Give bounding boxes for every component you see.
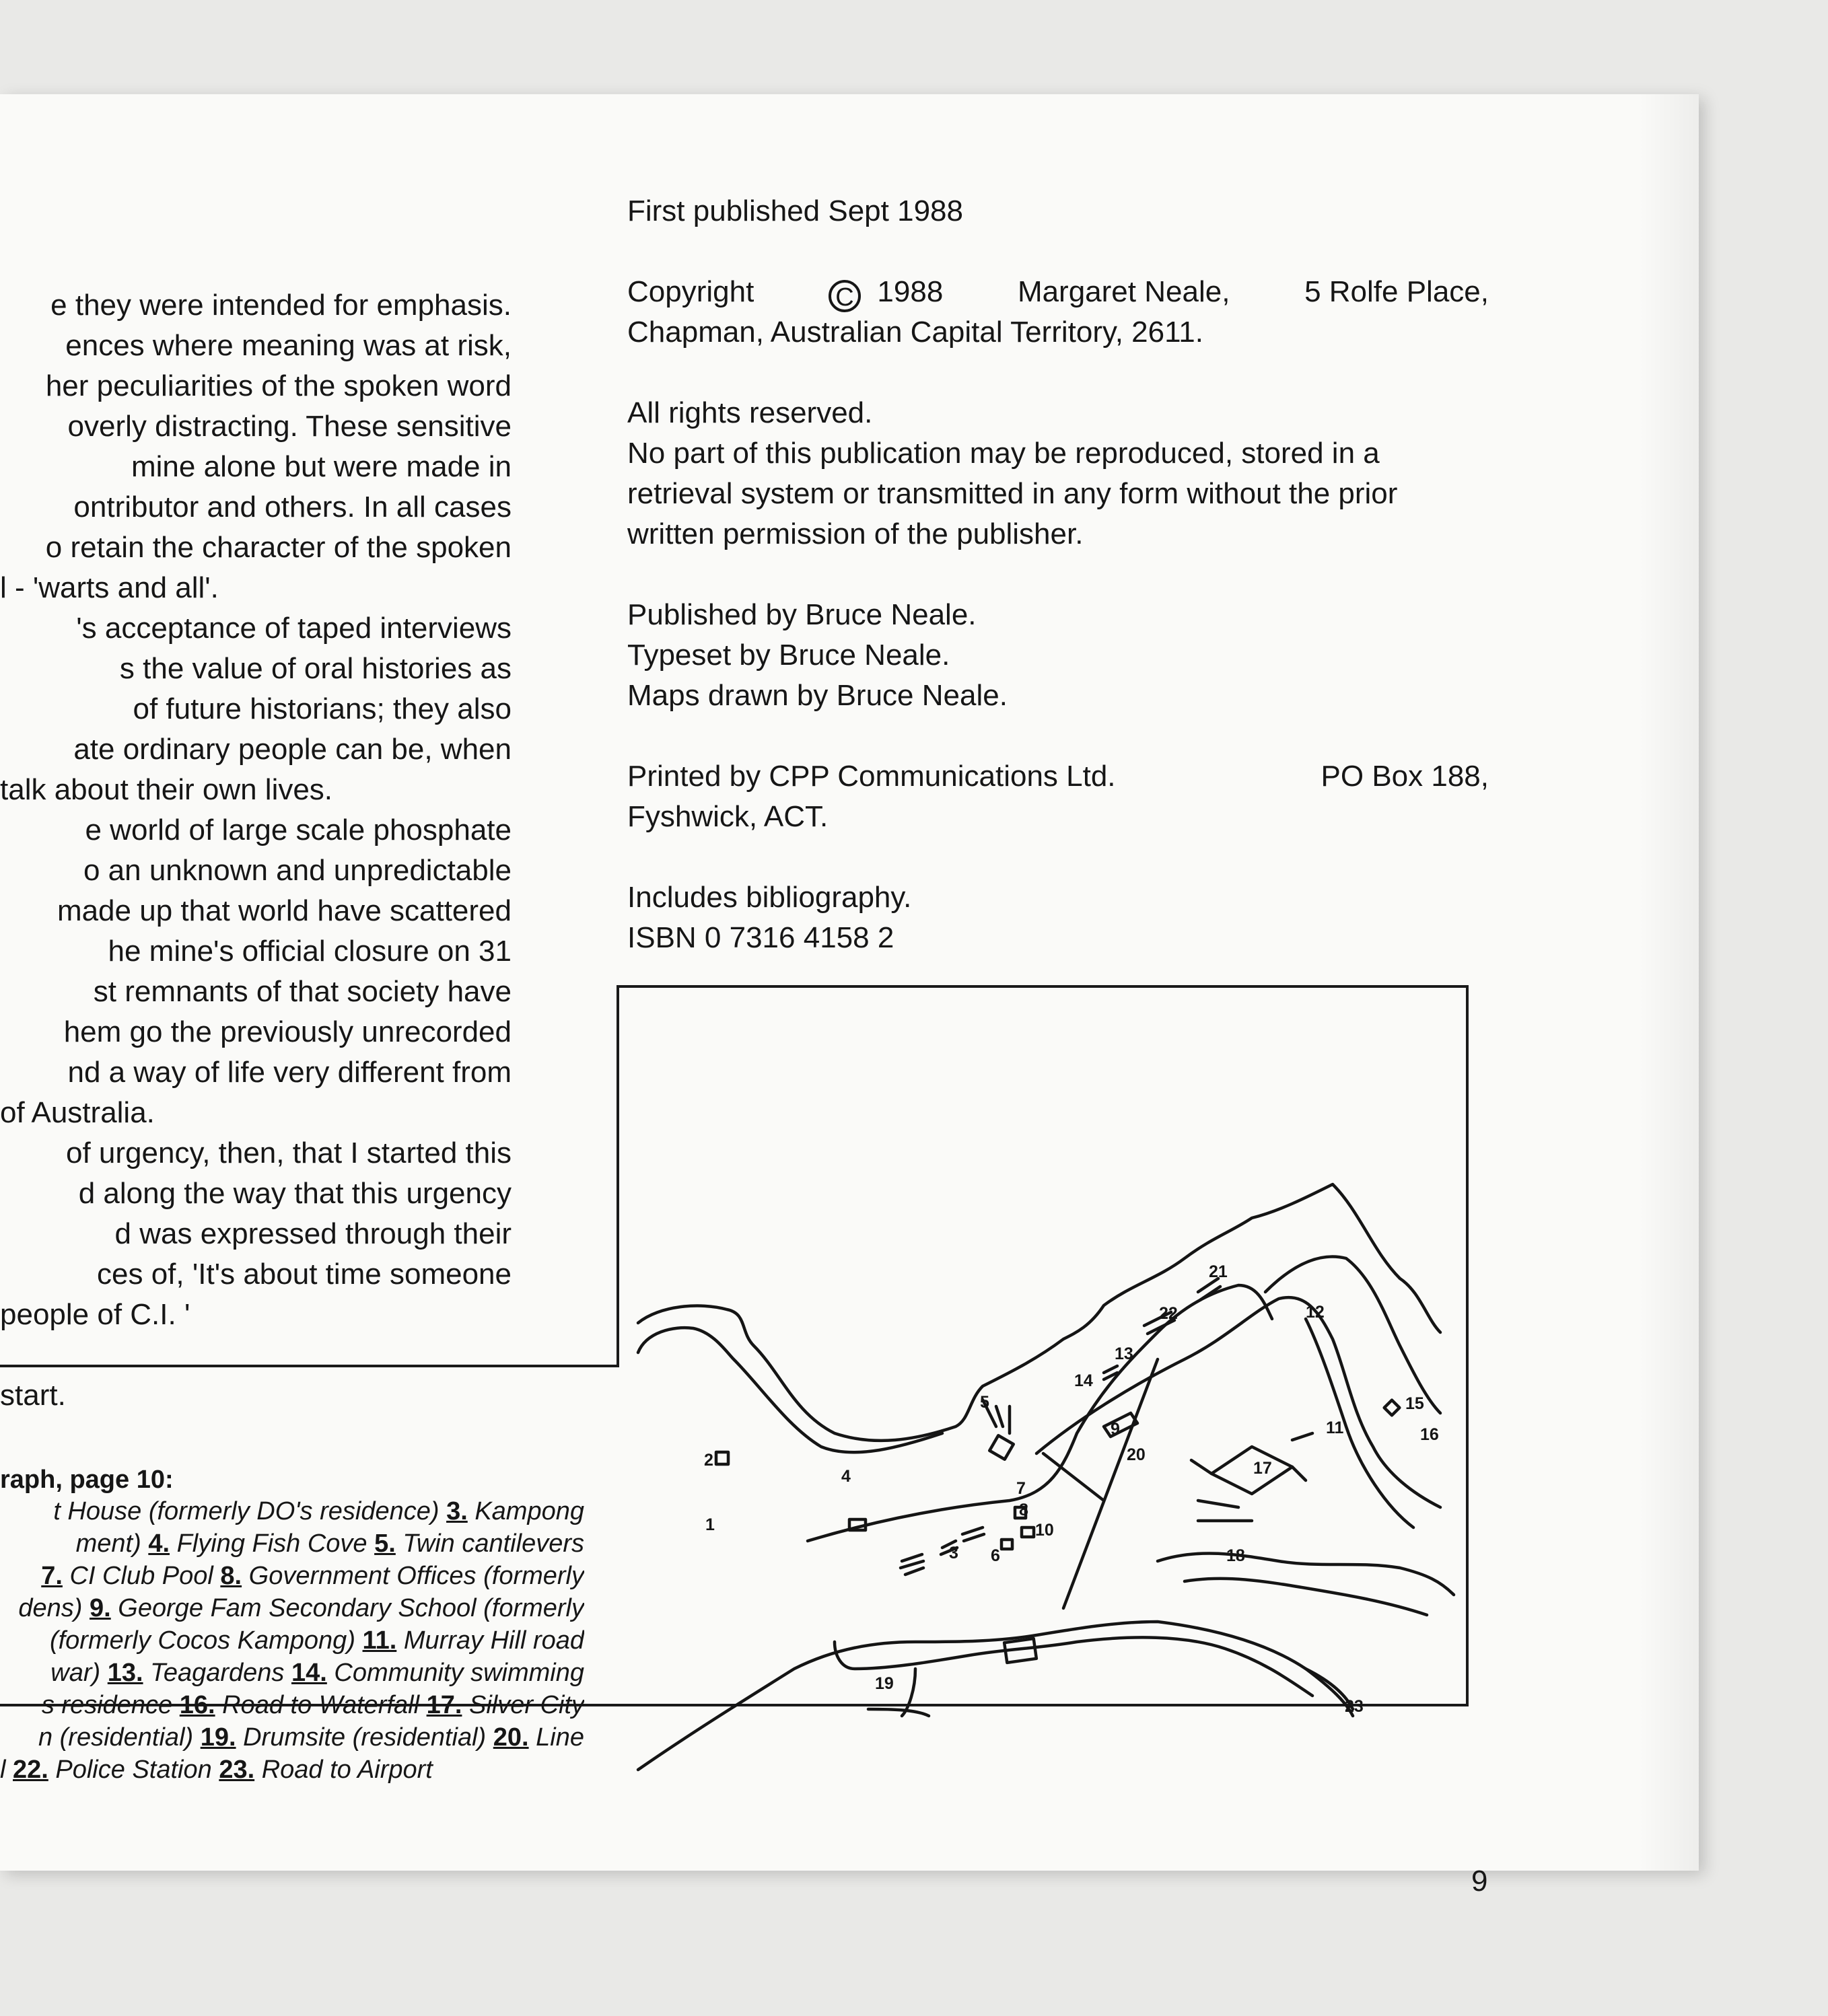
map-road-12 [1265,1256,1440,1413]
map-building-10 [1022,1527,1034,1537]
caption-item-number: 16. [179,1691,215,1719]
caption-text: Community swimming [326,1659,584,1687]
po-box: PO Box 188, [1321,760,1489,793]
map-label-10: 10 [1035,1521,1054,1540]
map-label-9: 9 [1111,1420,1120,1439]
copyright-year: 1988 [877,275,944,308]
rights-line-4: written permission of the publisher. [627,517,1084,550]
caption-item-number: 23. [219,1756,255,1784]
map-label-18: 18 [1226,1546,1245,1565]
caption-text: (formerly Cocos Kampong) [49,1626,363,1655]
map-road-lower [638,1622,1353,1770]
left-column-line: of urgency, then, that I started this [66,1137,512,1169]
caption-item-number: 17. [426,1691,462,1719]
caption-text: n (residential) [38,1723,201,1752]
map-label-11: 11 [1326,1418,1344,1437]
left-column-line: her peculiarities of the spoken word [45,369,512,402]
map-label-19: 19 [875,1674,894,1693]
left-column-line: hem go the previously unrecorded [63,1015,512,1048]
left-column-line: he mine's official closure on 31 [108,935,512,968]
map-road-11 [1306,1319,1413,1527]
left-column-line: ces of, 'It's about time someone [97,1258,512,1291]
map-label-12: 12 [1306,1303,1325,1322]
copyright-symbol-icon: C [829,280,861,312]
left-column-line: people of C.I. ' [0,1298,190,1331]
left-column-line: l - 'warts and all'. [0,571,219,604]
published-by: Published by Bruce Neale. [627,598,977,631]
map-label-16: 16 [1420,1425,1439,1444]
caption-item-number: 3. [446,1497,468,1525]
caption-text: Road to Airport [254,1756,433,1784]
page-number: 9 [1471,1865,1488,1898]
map-building-3c [962,1527,984,1541]
caption-item-number: 22. [13,1756,48,1784]
left-column-line: start. [0,1379,66,1412]
caption-text: Kampong [467,1497,584,1525]
map-label-17: 17 [1253,1459,1272,1478]
map-label-4: 4 [841,1467,851,1486]
left-column-line: d along the way that this urgency [78,1177,512,1210]
copyright-label: Copyright [627,275,754,308]
caption-text: s residence [41,1691,180,1719]
caption-text: ment) [75,1529,149,1558]
map-building-6 [1001,1540,1012,1549]
left-column-line: st remnants of that society have [93,975,512,1008]
left-column-line: d was expressed through their [114,1217,512,1250]
rights-line-1: All rights reserved. [627,396,873,429]
left-column-line: e they were intended for emphasis. [50,289,512,322]
caption-text: CI Club Pool [62,1562,221,1590]
map-label-3: 3 [949,1544,958,1562]
caption-text: George Fam Secondary School (formerly [110,1594,584,1622]
map-building-2 [716,1452,728,1464]
map-label-6: 6 [991,1546,1000,1565]
copyright-owner: Margaret Neale, [1017,275,1230,308]
caption-text: Government Offices (formerly [242,1562,584,1590]
left-column-line: 's acceptance of taped interviews [76,612,512,645]
map-label-8: 8 [1019,1501,1028,1519]
map-building-3 [901,1554,923,1575]
left-column-line: e world of large scale phosphate [85,814,512,847]
map-label-1: 1 [705,1515,715,1534]
caption-text: Murray Hill road [396,1626,584,1655]
caption-text: Silver City [462,1691,584,1719]
caption-item-number: 19. [200,1723,236,1752]
caption-text: Twin cantilevers [395,1529,584,1558]
address-street: 5 Rolfe Place, [1304,275,1489,308]
typeset-by: Typeset by Bruce Neale. [627,639,950,672]
left-column-line: ences where meaning was at risk, [65,329,512,362]
map-label-14: 14 [1074,1371,1093,1390]
caption-item-number: 7. [41,1562,63,1590]
map-silver-city [1198,1447,1292,1521]
map-road-lower-2 [835,1637,1312,1696]
printer-city: Fyshwick, ACT. [627,800,829,833]
left-column-line: o retain the character of the spoken [45,531,512,564]
caption-item-number: 8. [220,1562,242,1590]
caption-text: t House (formerly DO's residence) [53,1497,447,1525]
map-inner-coast [638,1328,942,1452]
caption-text: dens) [18,1594,90,1622]
map-label-7: 7 [1016,1479,1026,1498]
left-column-line: talk about their own lives. [0,773,333,806]
caption-item-number: 14. [291,1659,327,1687]
caption-item-number: 5. [374,1529,396,1558]
map-building-9 [1104,1413,1137,1437]
settlement-map [0,94,1699,1871]
caption-item-number: 20. [493,1723,529,1752]
left-column-line: of Australia. [0,1096,155,1129]
map-building-15 [1384,1400,1400,1416]
map-label-13: 13 [1115,1344,1133,1363]
caption-item-number: 13. [107,1659,143,1687]
map-label-2: 2 [704,1451,713,1470]
left-column-line: ontributor and others. In all cases [73,491,512,524]
left-column-line: made up that world have scattered [57,894,512,927]
caption-text: Road to Waterfall [215,1691,427,1719]
map-label-21: 21 [1209,1262,1228,1281]
map-road-17-link [1191,1433,1312,1480]
caption-item-number: 4. [148,1529,170,1558]
map-label-5: 5 [980,1393,989,1412]
rights-line-3: retrieval system or transmitted in any form without the prior [627,477,1398,510]
printed-by: Printed by CPP Communications Ltd. [627,760,1116,793]
maps-drawn-by: Maps drawn by Bruce Neale. [627,679,1008,712]
map-label-22: 22 [1159,1304,1178,1323]
map-building-5 [989,1435,1014,1460]
caption-text: Police Station [48,1756,219,1784]
caption-text: Drumsite (residential) [236,1723,493,1752]
caption-text: l [0,1756,13,1784]
map-label-20: 20 [1127,1445,1146,1464]
left-column-line: nd a way of life very different from [67,1056,512,1089]
map-label-15: 15 [1405,1394,1424,1413]
caption-text: war) [50,1659,108,1687]
caption-text: Flying Fish Cove [170,1529,375,1558]
left-column-line: o an unknown and unpredictable [83,854,512,887]
caption-item-number: 11. [362,1626,397,1655]
caption-text: Teagardens [143,1659,291,1687]
first-published: First published Sept 1988 [627,194,963,227]
caption-heading: raph, page 10: [0,1466,174,1494]
left-column-line: overly distracting. These sensitive [67,410,512,443]
caption-item-number: 9. [90,1594,111,1622]
map-label-23: 23 [1345,1697,1364,1716]
rights-line-2: No part of this publication may be reproduced, stored in a [627,437,1380,470]
address-line-2: Chapman, Australian Capital Territory, 2611. [627,316,1204,349]
map-road-18b [1185,1579,1427,1615]
book-page [0,94,1699,1898]
left-column-line: mine alone but were made in [131,450,512,483]
left-column-line: s the value of oral histories as [119,652,512,685]
left-column-line: of future historians; they also [133,692,512,725]
map-line-20 [1063,1359,1158,1608]
left-column-line: ate ordinary people can be, when [73,733,512,766]
isbn: ISBN 0 7316 4158 2 [627,921,894,954]
caption-text: Line [528,1723,584,1752]
bibliography-note: Includes bibliography. [627,881,912,914]
